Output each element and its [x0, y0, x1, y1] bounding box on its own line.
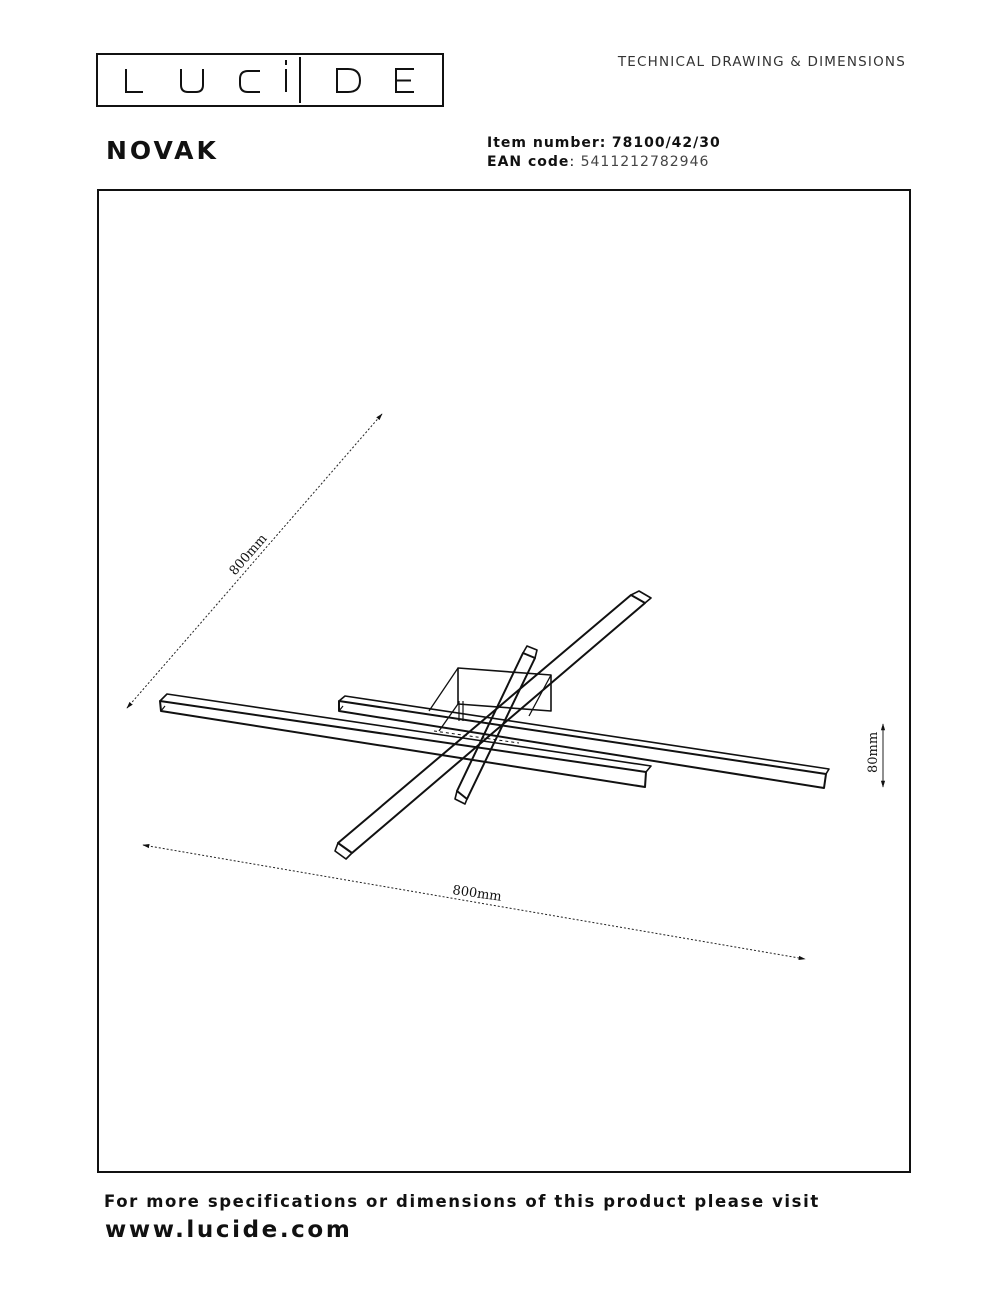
technical-drawing [99, 191, 913, 1175]
ean-value: 5411212782946 [580, 154, 710, 170]
product-meta [487, 134, 721, 172]
depth-dimension-label: 800mm [226, 531, 271, 579]
width-dimension-line [143, 845, 805, 959]
document-type: TECHNICAL DRAWING & DIMENSIONS [617, 54, 906, 70]
product-name: NOVAK [106, 136, 219, 165]
footer-text: For more specifications or dimensions of this product please visit [104, 1192, 820, 1211]
brand-logo [96, 53, 444, 107]
item-number-label: Item number: [487, 135, 607, 151]
height-dimension-label: 80mm [866, 731, 881, 773]
width-dimension-label: 800mm [451, 883, 503, 905]
item-number-row [487, 134, 721, 153]
lamp-illustration [160, 591, 829, 859]
technical-drawing-frame [97, 189, 911, 1173]
footer-url-link[interactable]: www.lucide.com [105, 1217, 353, 1243]
item-number-value: 78100/42/30 [611, 135, 721, 151]
ean-row: EAN code: 5411212782946 [487, 154, 710, 170]
ean-label: EAN code [487, 154, 570, 170]
depth-dimension-line [127, 414, 382, 708]
lucide-logo-mark [98, 55, 442, 105]
